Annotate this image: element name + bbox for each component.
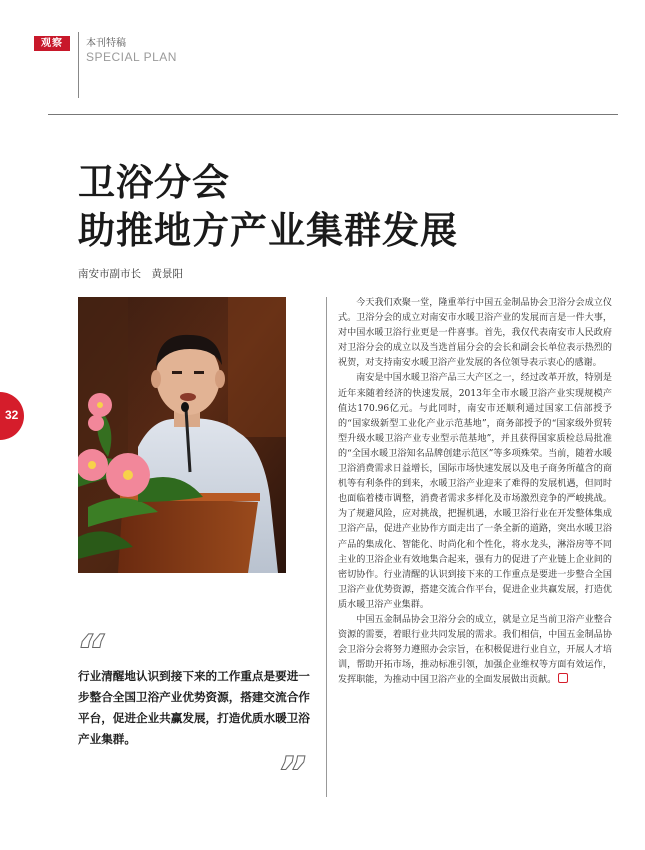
header-rule bbox=[48, 114, 618, 115]
open-quote-icon: “ bbox=[76, 626, 105, 677]
end-mark-icon bbox=[558, 673, 568, 683]
page-number: 32 bbox=[5, 408, 19, 422]
pull-quote: 行业清醒地认识到接下来的工作重点是要进一步整合全国卫浴产业优势资源，搭建交流合作平台，促进企业共赢发展，打造优质水暖卫浴产业集群。 bbox=[78, 669, 310, 746]
article-paragraph: 南安是中国水暖卫浴产品三大产区之一，经过改革开放，特别是近年来随着经济的快速发展，2013年全市水暖卫浴产业实现规模产值达170.96亿元。与此同时，南安市还顺利通过国家工信部授予的“国家级新型工业化产业示范基地”，商务部授予的“国家级外贸转型升级水暖卫浴产业专业型示范基地”，并且获得国家质检总局批准的“全国水暖卫浴知名品牌创建示范区”等多项殊荣。当前，随着水暖卫浴消费需求日益增长，国际市场快速发展以及电子商务所蕴含的商机等有利条件的到来，水暖卫浴产业迎来了难得的发展机遇，但同时也面临着楼市调整，消费者需求多样化及市场激烈竞争的严峻挑战。为了规避风险，应对挑战，把握机遇，水暖卫浴行业在开发整体集成卫浴产品，促进产业协作方面走出了一条全新的道路，突出水暖卫浴产品的集成化、智能化、时尚化和个性化，将水龙头，淋浴房等不同主业的卫浴企业有效地集合起来，强有力的促进了产业链上企业间的密切协作。行业清醒的认识到接下来的工作重点是要进一步整合全国卫浴产业优势资源，搭建交流合作平台，促进企业共赢发展，打造优质水暖卫浴产业集群。 bbox=[338, 373, 612, 610]
speaker-photo-illustration bbox=[78, 297, 286, 573]
column-name-english: SPECIAL PLAN bbox=[86, 50, 177, 64]
column-name: 本刊特稿 bbox=[86, 38, 126, 49]
article-body bbox=[338, 296, 612, 688]
article-paragraph: 今天我们欢聚一堂，隆重举行中国五金制品协会卫浴分会成立仪式。卫浴分会的成立对南安市水暖卫浴产业的发展而言是一件大事，对中国水暖卫浴行业更是一件喜事。首先，我仅代表南安市人民政府对卫浴分会的成立以及当选首届分会的会长和副会长单位表示热烈的祝贺，对支持南安水暖卫浴产业发展的各位领导表示衷心的感谢。 bbox=[338, 298, 612, 369]
article-title-line-1: 卫浴分会 bbox=[78, 160, 230, 204]
article-title-line-2: 助推地方产业集群发展 bbox=[78, 208, 458, 252]
article-paragraph bbox=[338, 613, 612, 688]
section-tag: 观察 bbox=[34, 36, 70, 51]
close-quote-icon: ” bbox=[278, 748, 307, 799]
speaker-photo bbox=[78, 297, 286, 573]
column-divider bbox=[326, 297, 327, 797]
author-byline: 南安市副市长 黄景阳 bbox=[78, 268, 183, 280]
header-divider bbox=[78, 32, 79, 98]
article-paragraph-text: 中国五金制品协会卫浴分会的成立，就是立足当前卫浴产业整合资源的需要，着眼行业共同发展的需求。我们相信，中国五金制品协会卫浴分会将努力遵照办会宗旨，在积极促进行业自立，开展人才培训，帮助开拓市场，推动标准引领，加强企业维权等方面有效运作，发挥职能，为推动中国卫浴产业的全面发展做出贡献。 bbox=[338, 614, 612, 686]
